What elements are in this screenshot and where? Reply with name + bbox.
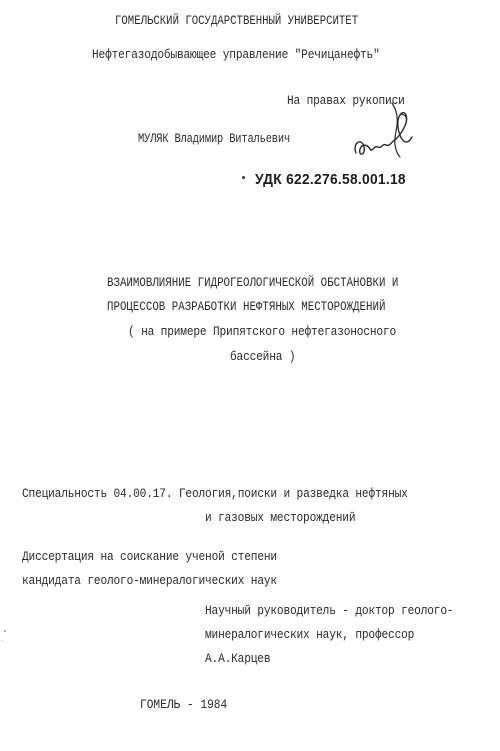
specialty-line-2: и газовых месторождений <box>205 510 356 525</box>
place-and-year: ГОМЕЛЬ - 1984 <box>140 697 228 712</box>
dissertation-line-2: кандидата геолого-минералогических наук <box>22 573 277 588</box>
author-signature <box>348 95 418 170</box>
university-name: ГОМЕЛЬСКИЙ ГОСУДАРСТВЕННЫЙ УНИВЕРСИТЕТ <box>115 13 359 28</box>
title-line-1: ВЗАИМОВЛИЯНИЕ ГИДРОГЕОЛОГИЧЕСКОЙ ОБСТАНОВКИ И <box>107 275 399 290</box>
dissertation-line-1: Диссертация на соискание ученой степени <box>22 549 277 564</box>
udk-code: УДК 622.276.58.001.18 <box>255 171 406 188</box>
title-line-2: ПРОЦЕССОВ РАЗРАБОТКИ НЕФТЯНЫХ МЕСТОРОЖДЕНИЙ <box>107 299 386 314</box>
supervisor-line-2: минералогических наук, профессор <box>205 627 415 642</box>
title-subtitle-line-1: ( на примере Припятского нефтегазоносного <box>128 324 397 339</box>
organization-name: Нефтегазодобывающее управление "Речицанефть" <box>92 47 380 62</box>
scan-speck <box>2 640 3 641</box>
supervisor-line-3: А.А.Карцев <box>205 651 271 666</box>
udk-bullet <box>242 176 245 179</box>
supervisor-line-1: Научный руководитель - доктор геолого- <box>205 603 454 618</box>
author-name: МУЛЯК Владимир Витальевич <box>138 131 291 146</box>
manuscript-rights-label: На правах рукописи <box>287 93 405 108</box>
title-subtitle-line-2: бассейна ) <box>230 349 296 364</box>
specialty-line-1: Специальность 04.00.17. Геология,поиски и разведка нефтяных <box>22 486 408 501</box>
scan-speck <box>4 630 6 632</box>
